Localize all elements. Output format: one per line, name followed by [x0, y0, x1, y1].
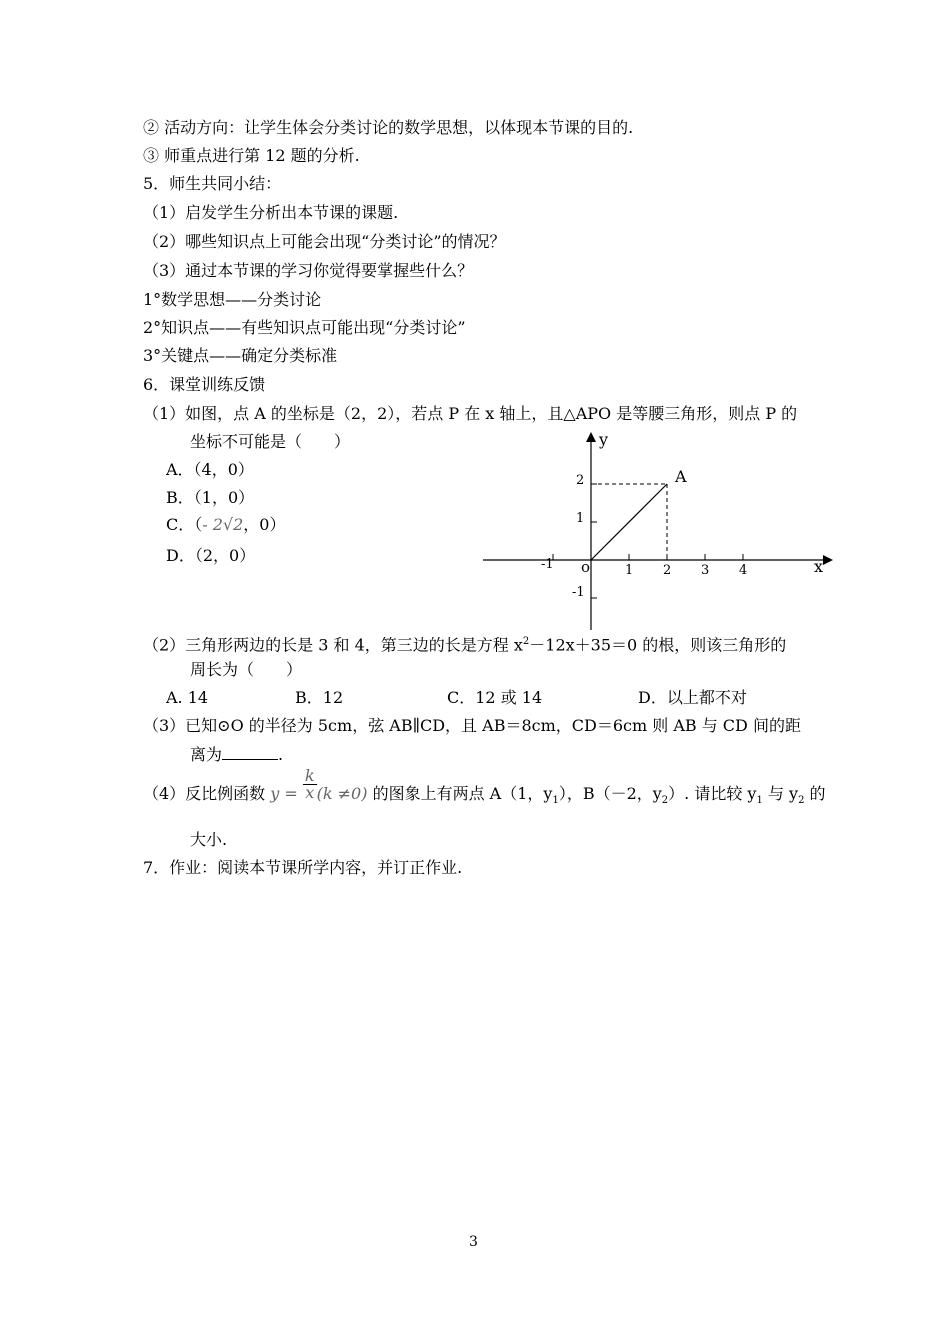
q2-stem-continued: 周长为（ ）	[190, 660, 303, 679]
q2-option-d: D．以上都不对	[638, 688, 747, 707]
q4-lhs: y =	[270, 784, 298, 803]
coordinate-graph	[478, 420, 838, 635]
q3-stem-continued	[190, 745, 283, 765]
q1-option-a: A．（4，0）	[166, 460, 254, 479]
page-number: 3	[469, 1234, 478, 1250]
key-point-3: 3°关键点——确定分类标准	[143, 346, 338, 365]
q1-option-c	[166, 515, 285, 535]
q3-stem-post: .	[278, 745, 284, 764]
x-tick-label-2: 2	[663, 563, 672, 578]
summary-item-2: （2）哪些知识点上可能会出现“分类讨论”的情况？	[143, 232, 506, 251]
q1-option-d: D．（2，0）	[166, 546, 256, 565]
q1-option-c-prefix: C．（	[166, 515, 203, 534]
q1-stem: （1）如图，点 A 的坐标是（2，2），若点 P 在 x 轴上，且△APO 是等腰三角形，则点 P 的	[143, 404, 798, 423]
q2-option-c: C．12 或 14	[447, 688, 543, 707]
x-tick-label-4: 4	[739, 563, 748, 578]
q4-mid2: ），B（－2，y	[558, 784, 662, 803]
q1-stem-continued: 坐标不可能是（ ）	[190, 432, 351, 451]
x-tick-label-neg1: -1	[541, 557, 554, 572]
q2-exponent: 2	[522, 636, 530, 647]
origin-label: o	[581, 558, 591, 576]
q4-stem	[143, 766, 826, 811]
feedback-heading: 6．课堂训练反馈	[143, 375, 266, 394]
q4-mid: 的图象上有两点 A（1，y	[372, 784, 553, 803]
q4-denominator: x	[305, 783, 315, 802]
q4-pre: （4）反比例函数	[143, 784, 266, 803]
q4-sub-1: 1	[552, 795, 559, 807]
teacher-analysis-line: ③ 师重点进行第 12 题的分析.	[143, 146, 360, 165]
summary-heading: 5．师生共同小结：	[143, 174, 282, 193]
key-point-1: 1°数学思想——分类讨论	[143, 290, 322, 309]
x-axis-label: x	[814, 557, 824, 576]
x-tick-label-1: 1	[625, 563, 634, 578]
summary-item-1: （1）启发学生分析出本节课的课题.	[143, 203, 399, 222]
q4-fraction	[303, 768, 317, 801]
y-axis-label: y	[599, 430, 609, 449]
q4-sub-4: 2	[798, 795, 805, 807]
y-tick-label-2: 2	[576, 473, 585, 488]
q4-post: 的	[804, 784, 826, 803]
point-a-label: A	[675, 467, 687, 486]
homework-line: 7．作业：阅读本节课所学内容，并订正作业.	[143, 858, 463, 877]
activity-direction-line: ② 活动方向：让学生体会分类讨论的数学思想，以体现本节课的目的.	[143, 118, 634, 137]
q4-sub-3: 1	[756, 795, 763, 807]
q4-condition: (k ≠0)	[316, 784, 368, 803]
q2-stem-post: －12x＋35＝0 的根，则该三角形的	[529, 635, 787, 655]
q1-option-c-suffix: ，0）	[243, 515, 286, 534]
x-tick-label-3: 3	[701, 563, 710, 578]
q4-numerator: k	[304, 766, 315, 785]
q2-option-a: A. 14	[166, 688, 209, 707]
summary-item-3: （3）通过本节课的学习你觉得要掌握些什么？	[143, 261, 474, 280]
answer-blank	[222, 745, 278, 760]
q4-mid4: 与 y	[762, 784, 799, 803]
y-axis-arrow	[586, 432, 596, 442]
x-axis-arrow	[823, 555, 833, 565]
q4-stem-continued: 大小.	[190, 830, 228, 849]
q3-stem-pre: 离为	[190, 745, 223, 764]
q1-option-b: B．（1，0）	[166, 488, 255, 507]
q3-stem: （3）已知⊙O 的半径为 5cm，弦 AB∥CD，且 AB＝8cm，CD＝6cm 则 AB 与 CD 间的距	[143, 716, 801, 735]
q2-stem-pre: （2）三角形两边的长是 3 和 4，第三边的长是方程 x	[143, 635, 523, 655]
y-tick-label-neg1: -1	[572, 585, 585, 600]
q4-mid3: ）. 请比较 y	[668, 784, 757, 803]
q1-option-c-value: - 2√2	[202, 515, 244, 534]
y-tick-label-1: 1	[576, 511, 585, 526]
q2-stem	[143, 632, 786, 655]
segment-oa	[591, 484, 667, 560]
q2-option-b: B．12	[295, 688, 344, 707]
q4-sub-2: 2	[661, 795, 669, 807]
key-point-2: 2°知识点——有些知识点可能出现“分类讨论”	[143, 318, 466, 337]
